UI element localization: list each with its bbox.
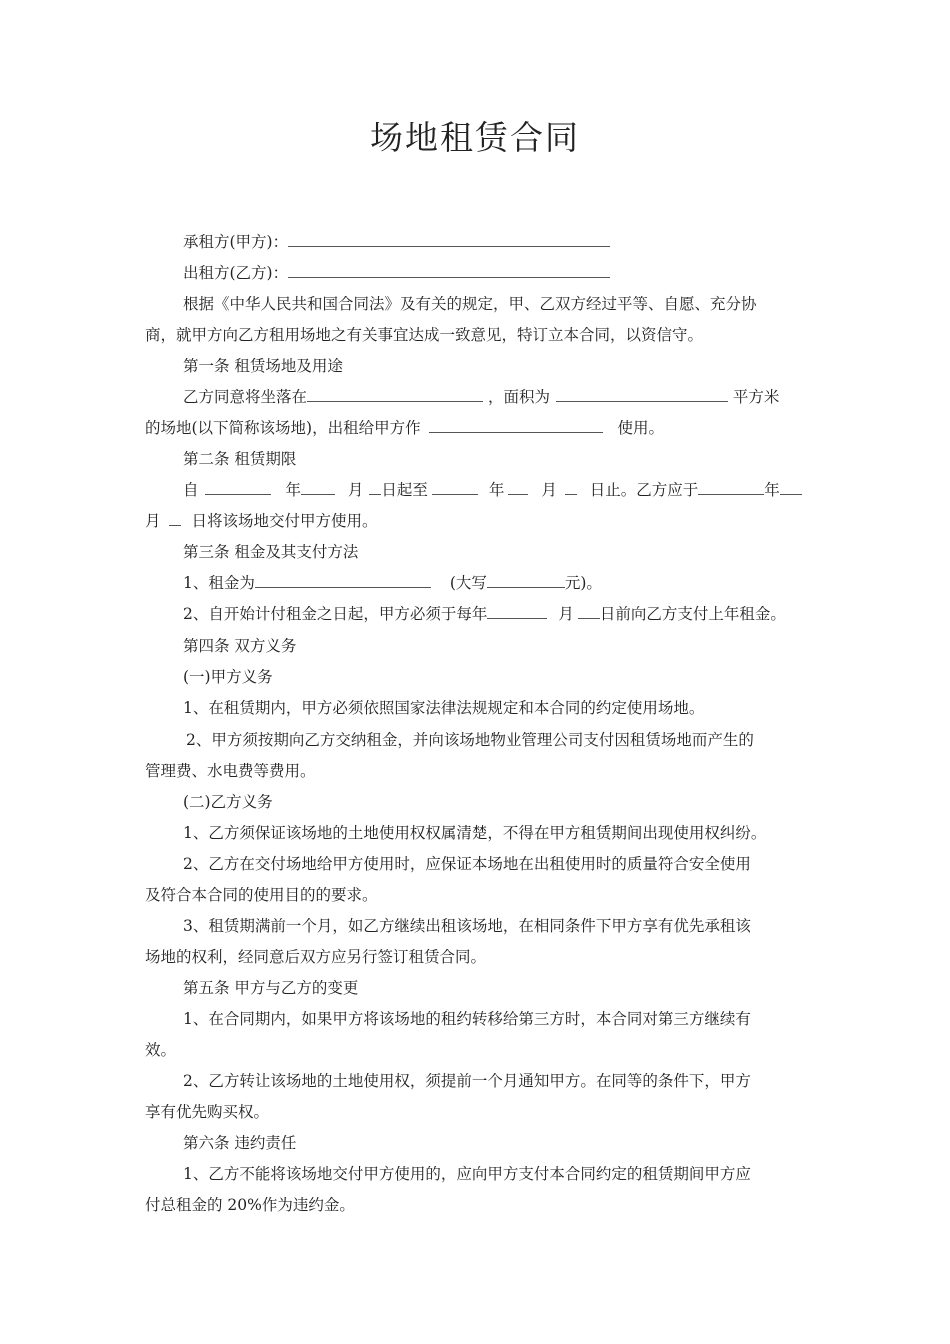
party-a-duty-2-line-2: 管理费、水电费等费用。 [145,762,316,780]
article-2-line-2: 月 日将该场地交付甲方使用。 [145,512,378,530]
article-5-clause-2-line-1: 2、乙方转让该场地的土地使用权，须提前一个月通知甲方。在同等的条件下，甲方 [183,1072,751,1090]
lessor-line: 出租方(乙方)： [183,263,610,283]
article-1-line-1: 乙方同意将坐落在 ，面积为 平方米 [183,388,780,406]
article-3-line-2: 2、自开始计付租金之日起，甲方必须于每年 月 日前向乙方支付上年租金。 [183,605,786,623]
article-5-clause-1-line-1: 1、在合同期内，如果甲方将该场地的租约转移给第三方时，本合同对第三方继续有 [183,1010,751,1028]
article-5-clause-1-line-2: 效。 [145,1041,177,1059]
party-b-duty-1: 1、乙方须保证该场地的土地使用权权属清楚，不得在甲方租赁期间出现使用权纠纷。 [183,824,767,842]
article-2-heading: 第二条 租赁期限 [183,450,297,468]
party-b-duties-heading: (二)乙方义务 [183,793,273,811]
article-5-clause-2-line-2: 享有优先购买权。 [145,1103,270,1121]
article-3-heading: 第三条 租金及其支付方法 [183,543,359,561]
article-2-line-1: 自 年 月 日起至 年 月 日止。乙方应于 年 [183,480,802,500]
article-5-heading: 第五条 甲方与乙方的变更 [183,979,359,997]
article-1-line-2: 的场地(以下简称该场地)，出租给甲方作 使用。 [145,419,665,437]
lessor-blank [288,263,610,278]
article-6-clause-1-line-1: 1、乙方不能将该场地交付甲方使用的，应向甲方支付本合同约定的租赁期间甲方应 [183,1165,751,1183]
party-a-duty-2-line-1: 2、甲方须按期向乙方交纳租金，并向该场地物业管理公司支付因租赁场地而产生的 [186,731,754,749]
preamble-line-2: 商，就甲方向乙方租用场地之有关事宜达成一致意见，特订立本合同，以资信守。 [145,326,704,344]
party-b-duty-2-line-1: 2、乙方在交付场地给甲方使用时，应保证本场地在出租使用时的质量符合安全使用 [183,855,751,873]
document-title: 场地租赁合同 [370,118,580,157]
article-6-clause-1-line-2: 付总租金的 20%作为违约金。 [145,1196,355,1214]
party-a-duties-heading: (一)甲方义务 [183,668,273,686]
article-3-line-1: 1、租金为 (大写 元)。 [183,574,602,592]
party-b-duty-3-line-2: 场地的权利，经同意后双方应另行签订租赁合同。 [145,948,487,966]
party-b-duty-3-line-1: 3、租赁期满前一个月，如乙方继续出租该场地，在相同条件下甲方享有优先承租该 [183,917,751,935]
article-6-heading: 第六条 违约责任 [183,1134,297,1152]
lessee-line: 承租方(甲方)： [183,232,610,252]
article-1-heading: 第一条 租赁场地及用途 [183,357,343,375]
preamble-line-1: 根据《中华人民共和国合同法》及有关的规定，甲、乙双方经过平等、自愿、充分协 [183,295,757,313]
article-4-heading: 第四条 双方义务 [183,637,297,655]
party-b-duty-2-line-2: 及符合本合同的使用目的的要求。 [145,886,378,904]
lessee-blank [288,232,610,247]
party-a-duty-1: 1、在租赁期内，甲方必须依照国家法律法规规定和本合同的约定使用场地。 [183,699,705,717]
